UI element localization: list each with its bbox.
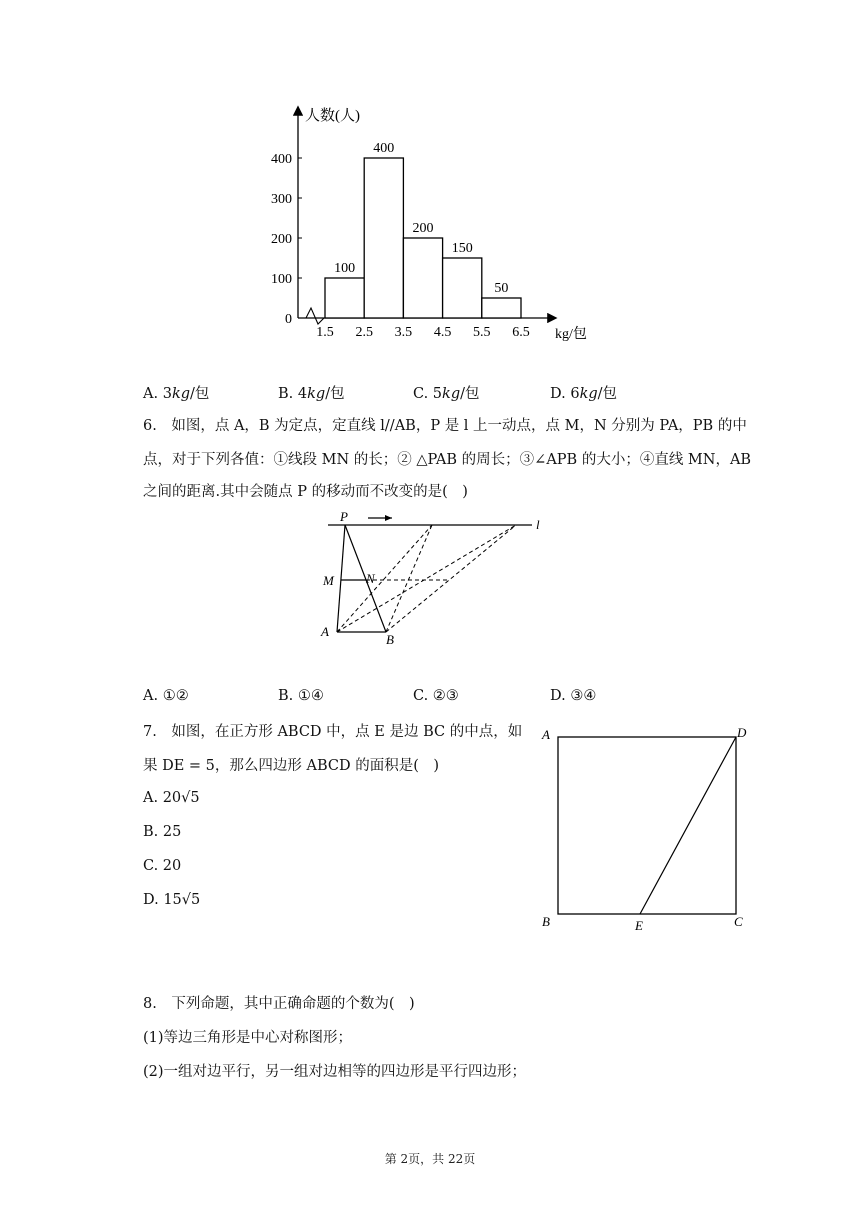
q5-option-d: D. 6kg/包 (550, 386, 618, 402)
label-M: M (323, 573, 334, 588)
q8-line-1: 8. 下列命题，其中正确命题的个数为( ) (143, 996, 415, 1012)
x-tick-label-6.5: 6.5 (512, 325, 530, 340)
q7-line-1: 7. 如图，在正方形 ABCD 中，点 E 是边 BC 的中点，如 (143, 724, 523, 740)
q6-option-d: D. ③④ (550, 688, 597, 704)
data-label-1: 400 (373, 141, 395, 156)
label-A: A (542, 727, 550, 742)
q8-item-1: (1)等边三角形是中心对称图形； (143, 1030, 353, 1046)
y-tick-label-200: 200 (271, 232, 292, 247)
q5-option-c: C. 5kg/包 (413, 386, 480, 402)
q7-option-a: A. 20√5 (143, 790, 200, 806)
data-label-4: 50 (494, 281, 509, 296)
x-tick-label-2.5: 2.5 (355, 325, 373, 340)
y-tick-label-0: 0 (285, 312, 292, 327)
histogram-chart (0, 0, 860, 360)
q6-figure (300, 505, 560, 655)
q5-option-a: A. 3kg/包 (143, 386, 210, 402)
q6-line-1: 6. 如图，点 A，B 为定点，定直线 l//AB，P 是 l 上一动点，点 M，N 分别为 PA，PB 的中 (143, 418, 747, 434)
x-tick-label-3.5: 3.5 (394, 325, 413, 340)
segment-PA (337, 525, 345, 632)
q6-option-c: C. ②③ (413, 688, 459, 704)
y-tick-label-400: 400 (271, 152, 292, 167)
q6-line-3: 之间的距离.其中会随点 P 的移动而不改变的是( ) (143, 484, 468, 500)
data-label-3: 150 (451, 241, 473, 256)
page-footer: 第 2页，共 22页 (384, 1152, 476, 1166)
q6-line-2: 点，对于下列各值：①线段 MN 的长；② △PAB 的周长；③∠APB 的大小；④直线 MN，AB (143, 452, 752, 468)
data-label-0: 100 (334, 261, 356, 276)
label-D: D (737, 725, 747, 740)
label-l: l (536, 517, 540, 532)
square-ABCD (558, 737, 736, 914)
segment-DE (640, 737, 736, 914)
label-E: E (635, 918, 643, 933)
q6-option-a: A. ①② (143, 688, 189, 704)
x-tick-label-1.5: 1.5 (316, 325, 334, 340)
label-A: A (321, 624, 329, 639)
q7-option-c: C. 20 (143, 858, 182, 874)
y-tick-label-100: 100 (271, 272, 292, 287)
y-axis-label: 人数(人) (305, 108, 360, 124)
q7-option-b: B. 25 (143, 824, 182, 840)
y-tick-label-300: 300 (271, 192, 292, 207)
label-B: B (386, 632, 394, 647)
q7-line-2: 果 DE = 5，那么四边形 ABCD 的面积是( ) (143, 758, 440, 774)
label-P: P (340, 509, 348, 524)
label-N: N (366, 571, 375, 586)
axis-break-mark (298, 308, 324, 324)
x-axis-label: kg/包 (555, 327, 587, 342)
bar-1 (364, 158, 403, 318)
data-label-2: 200 (412, 221, 434, 236)
q7-square-figure (535, 722, 755, 937)
x-tick-label-5.5: 5.5 (473, 325, 491, 340)
x-tick-label-4.5: 4.5 (433, 325, 452, 340)
q6-option-b: B. ①④ (278, 688, 324, 704)
q5-option-b: B. 4kg/包 (278, 386, 345, 402)
bar-3 (443, 258, 482, 318)
label-C: C (734, 914, 743, 929)
bar-0 (325, 278, 364, 318)
bar-2 (403, 238, 442, 318)
q7-option-d: D. 15√5 (143, 892, 201, 908)
q8-item-2: (2)一组对边平行，另一组对边相等的四边形是平行四边形； (143, 1064, 527, 1080)
dashed-lines (337, 525, 516, 632)
label-B: B (542, 914, 550, 929)
motion-arrow-head (385, 515, 392, 521)
bar-4 (482, 298, 521, 318)
